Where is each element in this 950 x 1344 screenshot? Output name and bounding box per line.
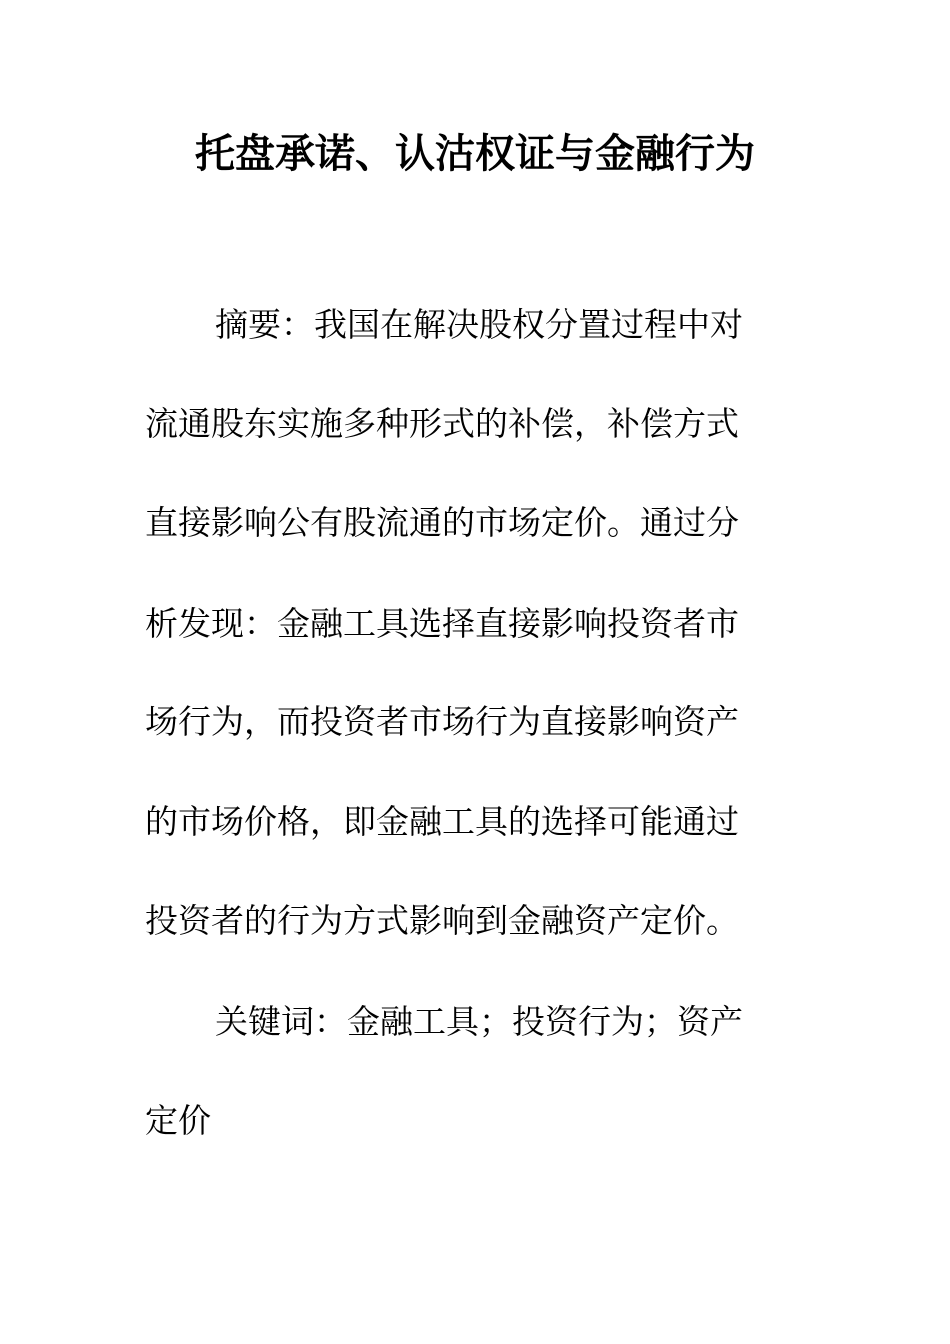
- keywords-line: 定价: [145, 1101, 211, 1140]
- abstract-line: 流通股东实施多种形式的补偿，补偿方式: [145, 404, 739, 443]
- abstract-line: 的市场价格，即金融工具的选择可能通过: [145, 802, 739, 841]
- abstract-line: 直接影响公有股流通的市场定价。通过分: [145, 503, 739, 542]
- abstract-line: 摘要：我国在解决股权分置过程中对: [215, 305, 743, 344]
- abstract-line: 场行为，而投资者市场行为直接影响资产: [145, 702, 739, 741]
- document-title: 托盘承诺、认沽权证与金融行为: [195, 130, 755, 177]
- keywords-line: 关键词：金融工具；投资行为；资产: [215, 1002, 743, 1041]
- abstract-line: 析发现：金融工具选择直接影响投资者市: [145, 604, 739, 643]
- abstract-line: 投资者的行为方式影响到金融资产定价。: [145, 901, 739, 940]
